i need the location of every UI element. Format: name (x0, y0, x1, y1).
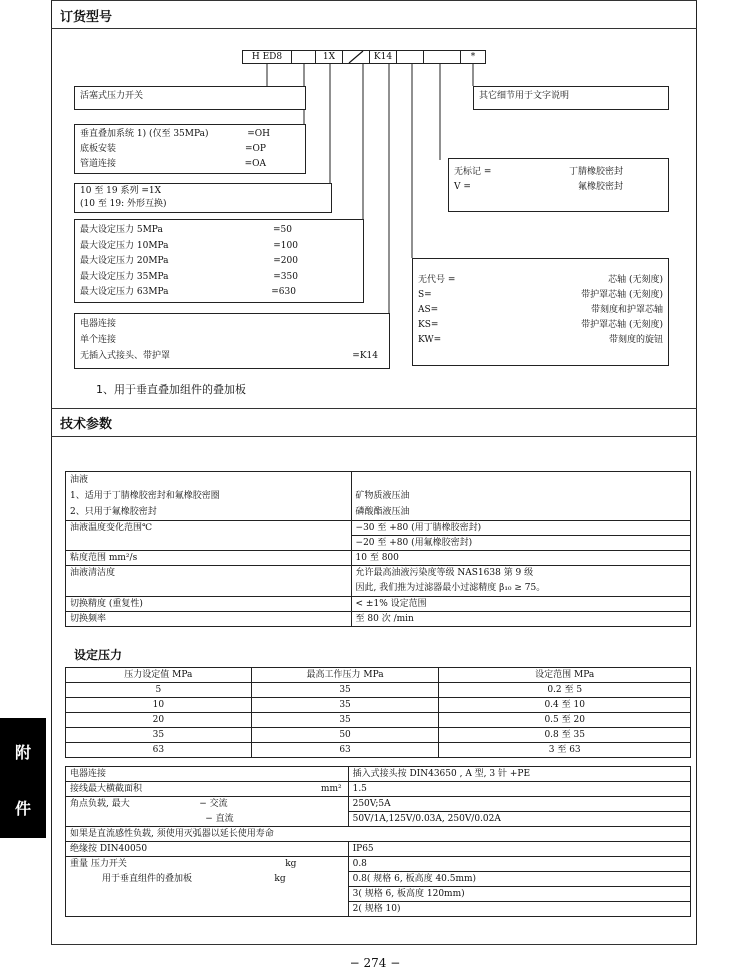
table-row (66, 743, 691, 758)
table-cell: 3 至 63 (439, 743, 691, 758)
pressure-label: 最大设定压力 63MPa (80, 287, 169, 297)
table-cell: 油液清洁度 (66, 566, 352, 597)
seal-row (454, 165, 663, 180)
adjust-value: 带刻度和护罩芯轴 (590, 305, 663, 315)
table-cell: 切换精度 (重复性) (66, 597, 352, 612)
seal-box (448, 158, 669, 212)
table-row (66, 728, 691, 743)
table-cell: − 直流 (195, 812, 348, 827)
series-line: 10 至 19 系列 =1X (80, 186, 162, 196)
table-row (66, 827, 691, 842)
appendix-tab (0, 718, 46, 838)
table-row (66, 566, 691, 597)
pressure-code: =200 (273, 256, 298, 266)
fluid-label: 油液 (70, 475, 89, 485)
table-cell: 63 (66, 743, 252, 758)
pressure-box (74, 219, 364, 303)
table-cell: −20 至 +80 (用氟橡胶密封) (351, 536, 690, 551)
electrical-box (74, 313, 390, 369)
plate-label: 用于垂直组件的叠加板 (102, 873, 193, 884)
table-cell: 接线最大横截面积 (66, 782, 196, 797)
table-cell: < ±1% 设定范围 (351, 597, 690, 612)
table-cell: 重量 压力开关 (66, 857, 196, 872)
table-cell: 切换频率 (66, 612, 352, 627)
table-cell: 绝缘按 DIN40050 (66, 842, 349, 857)
table-cell: 插入式接头按 DIN43650 , A 型, 3 针 +PE (348, 767, 690, 782)
table-cell: 0.2 至 5 (439, 683, 691, 698)
piston-switch-box (74, 86, 306, 110)
electrical-line3: 无插入式接头、带护罩 (80, 351, 171, 361)
table-row (66, 812, 691, 827)
mounting-row (80, 127, 300, 142)
table-cell: 5 (66, 683, 252, 698)
pressure-code: =50 (273, 225, 292, 235)
table-cell: IP65 (348, 842, 690, 857)
pressure-row (80, 223, 358, 239)
table-row (66, 713, 691, 728)
mounting-label: 管道连接 (80, 159, 117, 169)
electrical-row (80, 348, 384, 364)
table-row (66, 551, 691, 566)
code-cell-3: 1X (315, 50, 343, 64)
other-details-label: 其它细节用于文字说明 (479, 91, 570, 101)
series-note: (10 至 19: 外形互换) (80, 199, 167, 209)
pressure-row (80, 270, 358, 286)
table-cell: mm² (195, 782, 348, 797)
table-cell (351, 566, 690, 597)
table-cell: 50 (251, 728, 439, 743)
table-row (66, 797, 691, 812)
piston-switch-label: 活塞式压力开关 (80, 91, 144, 101)
setting-title: 设定压力 (74, 648, 123, 662)
table-cell: − 交流 (195, 797, 348, 812)
table-cell: 3( 规格 6, 板高度 120mm) (348, 887, 690, 902)
seal-row (454, 180, 663, 195)
table-cell (351, 472, 690, 521)
adjust-row (418, 273, 663, 288)
tech-table (65, 471, 691, 627)
electrical-table (65, 766, 691, 917)
fluid-label: 2、只用于氟橡胶密封 (70, 507, 157, 517)
appendix-char: 附 (15, 743, 32, 762)
fluid-value (356, 472, 686, 488)
pressure-code: =630 (271, 287, 296, 297)
table-cell: 35 (66, 728, 252, 743)
pressure-label: 最大设定压力 20MPa (80, 256, 169, 266)
table-cell: 10 (66, 698, 252, 713)
fluid-label: 1、适用于丁腈橡胶密封和氟橡胶密圈 (70, 491, 220, 501)
mounting-box (74, 124, 306, 174)
appendix-char: 件 (15, 799, 32, 818)
table-header: 设定范围 MPa (439, 668, 691, 683)
adjust-label: KW= (418, 335, 442, 345)
table-cell (66, 872, 349, 917)
pressure-label: 最大设定压力 5MPa (80, 225, 163, 235)
table-row (66, 767, 691, 782)
electrical-line2: 单个连接 (80, 335, 117, 345)
table-header: 最高工作压力 MPa (251, 668, 439, 683)
table-cell: 250V;5A (348, 797, 690, 812)
seal-value: 氟橡胶密封 (577, 182, 623, 192)
table-cell: 如果是直流感性负载, 须使用灭弧器以延长使用寿命 (66, 827, 691, 842)
plate-row (70, 872, 344, 886)
seal-label: 无标记 = (454, 167, 492, 177)
seal-value: 丁腈橡胶密封 (568, 167, 623, 177)
section-rule (51, 436, 697, 437)
table-row (66, 698, 691, 713)
table-cell: 0.8 (348, 857, 690, 872)
pressure-row (80, 254, 358, 270)
table-row (66, 782, 691, 797)
table-cell: 0.4 至 10 (439, 698, 691, 713)
table-cell: 至 80 次 /min (351, 612, 690, 627)
table-cell: 0.8( 规格 6, 板高度 40.5mm) (348, 872, 690, 887)
adjust-label: KS= (418, 320, 439, 330)
adjust-value: 芯轴 (无刻度) (608, 275, 663, 285)
setting-table (65, 667, 691, 758)
code-cell-5: K14 (369, 50, 397, 64)
adjust-label: AS= (418, 305, 439, 315)
table-cell: 0.8 至 35 (439, 728, 691, 743)
table-row (66, 857, 691, 872)
code-cell-1: H ED8 (242, 50, 292, 64)
mounting-label: 底板安装 (80, 144, 117, 154)
adjust-value: 带护罩芯轴 (无刻度) (581, 290, 663, 300)
adjustment-box (412, 258, 669, 366)
pressure-code: =100 (273, 240, 298, 251)
table-cell: 63 (251, 743, 439, 758)
bottom-rule (51, 944, 697, 945)
electrical-code: =K14 (352, 351, 378, 361)
table-cell: 50V/1A,125V/0.03A, 250V/0.02A (348, 812, 690, 827)
adjust-row (418, 318, 663, 333)
table-cell: 2( 规格 10) (348, 902, 690, 917)
table-cell: 35 (251, 683, 439, 698)
code-cell-8: * (460, 50, 486, 64)
table-cell: 1.5 (348, 782, 690, 797)
adjust-label: 无代号 = (418, 275, 456, 285)
table-row (66, 612, 691, 627)
plate-unit: kg (274, 873, 286, 884)
table-cell (66, 812, 196, 827)
mounting-row (80, 157, 300, 172)
mounting-row (80, 142, 300, 157)
pressure-row (80, 285, 358, 301)
table-cell: 角点负载, 最大 (66, 797, 196, 812)
table-row (66, 872, 691, 887)
fluid-value: 磷酸酯液压油 (355, 507, 410, 517)
fluid-value: 矿物质液压油 (355, 491, 410, 501)
table-header: 压力设定值 MPa (66, 668, 252, 683)
table-cell: 电器连接 (66, 767, 349, 782)
page-number: − 274 − (349, 956, 401, 970)
table-cell: −30 至 +80 (用丁腈橡胶密封) (351, 521, 690, 536)
clean-value: 因此, 我们推为过滤器最小过滤精度 β₁₀ ≥ 75。 (355, 583, 546, 593)
electrical-line1: 电器连接 (80, 319, 117, 329)
footnote: 1、用于垂直叠加组件的叠加板 (96, 383, 246, 396)
table-cell: kg (195, 857, 348, 872)
series-box (74, 183, 332, 213)
table-cell: 粘度范围 mm²/s (66, 551, 352, 566)
mounting-code: =OP (245, 144, 266, 154)
adjust-value: 带护罩芯轴 (无刻度) (581, 320, 663, 330)
table-row (66, 472, 691, 521)
adjust-value: 带刻度的旋钮 (608, 335, 663, 345)
seal-label: V = (454, 182, 471, 192)
table-header-row (66, 668, 691, 683)
section-rule (51, 408, 697, 409)
table-cell: 20 (66, 713, 252, 728)
adjust-row (418, 333, 663, 348)
table-row (66, 597, 691, 612)
pressure-row (80, 239, 358, 255)
tech-title: 技术参数 (60, 417, 113, 432)
pressure-label: 最大设定压力 35MPa (80, 271, 169, 282)
table-cell: 油液温度变化范围℃ (66, 521, 352, 551)
mounting-code: =OH (247, 129, 270, 139)
adjust-row (418, 303, 663, 318)
adjust-row (418, 288, 663, 303)
table-row (66, 683, 691, 698)
pressure-label: 最大设定压力 10MPa (80, 240, 169, 251)
table-row (66, 842, 691, 857)
ordering-title: 订货型号 (60, 10, 113, 25)
table-cell: 0.5 至 20 (439, 713, 691, 728)
adjust-label: S= (418, 290, 432, 300)
table-row (66, 521, 691, 536)
table-cell: 35 (251, 698, 439, 713)
table-cell (66, 472, 352, 521)
clean-value: 允许最高油液污染度等级 NAS1638 第 9 级 (355, 568, 534, 578)
other-details-box (473, 86, 669, 110)
mounting-code: =OA (244, 159, 266, 169)
pressure-code: =350 (273, 271, 298, 282)
mounting-label: 垂直叠加系统 1) (仅至 35MPa) (80, 129, 209, 139)
table-cell: 10 至 800 (351, 551, 690, 566)
table-cell: 35 (251, 713, 439, 728)
